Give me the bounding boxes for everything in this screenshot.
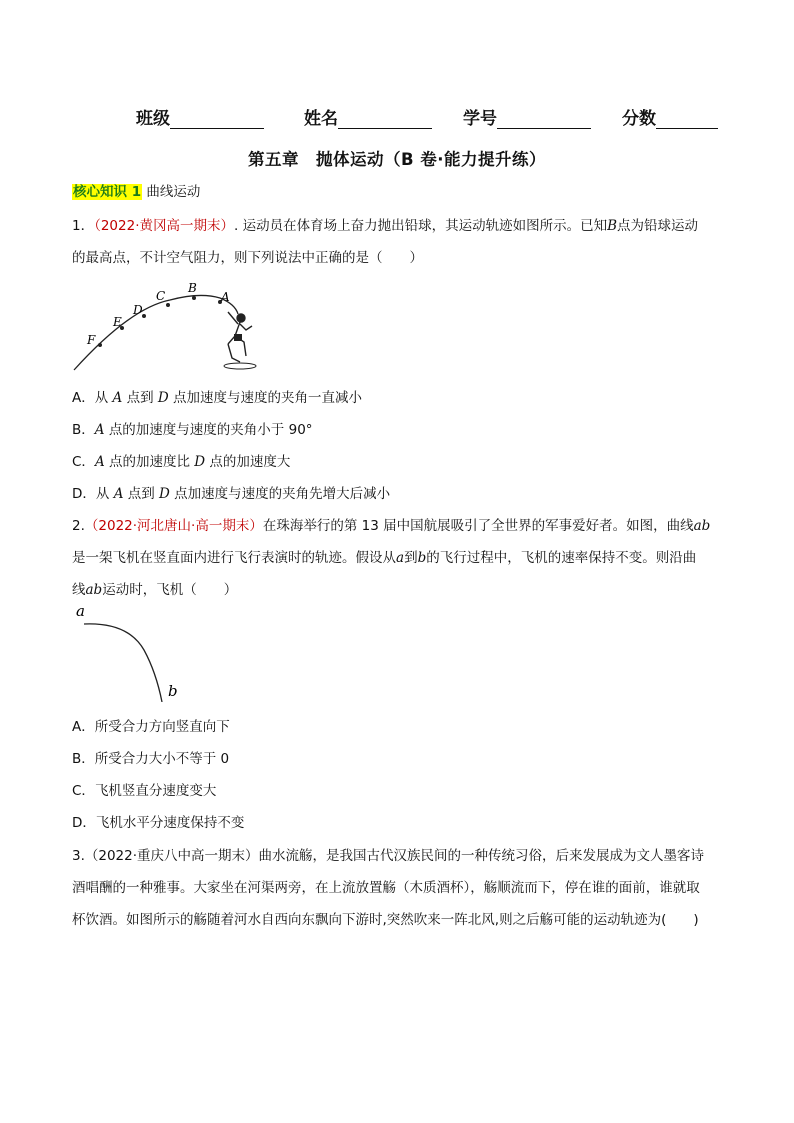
score-field [622,104,718,129]
name-field [304,104,432,129]
score-label: 分数 [622,109,656,129]
section-label: 核心知识 1 [73,184,142,200]
point-e-label: E [113,315,122,329]
section-topic: 曲线运动 [146,184,201,200]
q1-source: （2022·黄冈高一期末） [94,218,234,234]
name-label: 姓名 [304,109,338,129]
q2-source: （2022·河北唐山·高一期末） [84,518,263,534]
flight-curve-ab [84,624,162,702]
point-f-dot [98,343,102,347]
page-title: 第五章 抛体运动（B 卷·能力提升练） [247,150,547,169]
q3-stem-line2: 酒唱酬的一种雅事。大家坐在河渠两旁，在上流放置觞（木质酒杯），觞顺流而下，停在谁的面前，谁就取 [72,880,700,896]
student-id-blank[interactable] [497,110,591,129]
point-b-dot [192,296,196,300]
point-a-label: A [221,290,230,304]
q2-option-c[interactable]: C．飞机竖直分速度变大 [72,783,217,799]
point-b-label: b [168,682,178,700]
q1-option-a[interactable]: A．从 A 点到 D 点加速度与速度的夹角一直减小 [72,390,363,406]
class-blank[interactable] [170,110,264,129]
q1-option-b[interactable]: B．A 点的加速度与速度的夹角小于 90° [72,422,313,438]
point-a-label: a [76,602,85,620]
q2-option-d[interactable]: D．飞机水平分速度保持不变 [72,815,245,831]
student-id-label: 学号 [463,109,497,129]
q1-shotput-figure [70,278,280,378]
point-d-label: D [133,303,143,317]
q1-number: 1． [72,218,95,234]
q2-flight-path-figure [70,598,190,702]
q1-stem-line1: 1．（2022·黄冈高一期末）. 运动员在体育场上奋力抛出铅球，其运动轨迹如图所示。已知B点为铅球运动 [72,218,699,234]
q2-option-a[interactable]: A．所受合力方向竖直向下 [72,719,230,735]
student-id-field [463,104,591,129]
athlete-illustration [224,312,256,369]
q3-stem-line1: 3.（2022·重庆八中高一期末）曲水流觞，是我国古代汉族民间的一种传统习俗，后来发展成为文人墨客诗 [72,848,705,864]
q1-option-d[interactable]: D．从 A 点到 D 点加速度与速度的夹角先增大后减小 [72,486,391,502]
point-f-label: F [87,333,96,347]
q2-number: 2. [72,518,85,534]
q2-stem-line2: 是一架飞机在竖直面内进行飞行表演时的轨迹。假设从a到b的飞行过程中，飞机的速率保持不变。则沿曲 [72,550,697,566]
class-label: 班级 [136,109,170,129]
q1-stem-line2: 的最高点，不计空气阻力，则下列说法中正确的是（ ） [72,250,423,266]
q3-stem-line3: 杯饮酒。如图所示的觞随着河水自西向东飘向下游时,突然吹来一阵北风,则之后觞可能的运动轨迹为( ) [72,912,699,928]
q2-option-b[interactable]: B．所受合力大小不等于 0 [72,751,230,767]
class-field [136,104,264,129]
point-c-label: C [156,289,166,303]
q2-stem-line1: 2.（2022·河北唐山·高一期末）在珠海举行的第 13 届中国航展吸引了全世界的军事爱好者。如图，曲线ab [72,518,711,534]
name-blank[interactable] [338,110,432,129]
score-blank[interactable] [656,110,718,129]
point-b-label: B [188,281,197,295]
point-c-dot [166,303,170,307]
section-heading [72,180,200,200]
q1-option-c[interactable]: C．A 点的加速度比 D 点的加速度大 [72,454,291,470]
q2-stem-line3: 线ab运动时，飞机（ ） [72,582,238,598]
